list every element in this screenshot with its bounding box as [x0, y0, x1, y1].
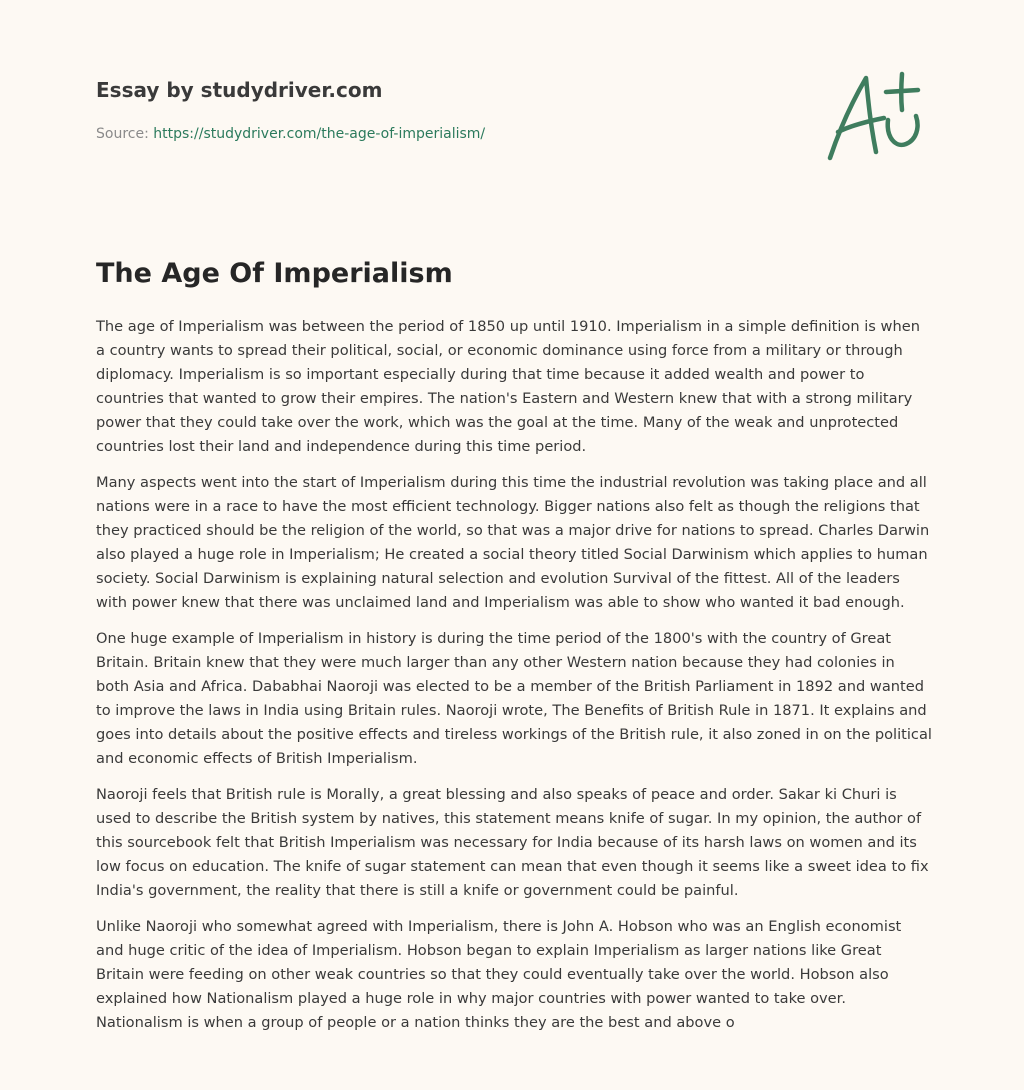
source-label: Source: — [96, 126, 149, 142]
essay-paragraph: Many aspects went into the start of Imperialism during this time the industrial revolution was taking place and all nations were in a race to have the most efficient technology. Bigger nations also felt as though the religions that they practiced should be the religion of the world, so that was a major drive for nations to spread. Charles Darwin also played a huge role in Imperialism; He created a social theory titled Social Darwinism which applies to human society. Social Darwinism is explaining natural selection and evolution Survival of the fittest. All of the leaders with power knew that there was unclaimed land and Imperialism was able to show who wanted it bad enough. — [96, 474, 930, 611]
page-header — [96, 76, 696, 144]
a-plus-logo-icon — [818, 66, 930, 166]
source-line — [96, 124, 696, 144]
essay-paragraph: The age of Imperialism was between the period of 1850 up until 1910. Imperialism in a simple definition is when a country wants to spread their political, social, or economic dominance using force from a military or through diplomacy. Imperialism is so important especially during that time because it added wealth and power to countries that wanted to grow their empires. The nation's Eastern and Western knew that with a strong military power that they could take over the work, which was the goal at the time. Many of the weak and unprotected countries lost their land and independence during this time period. — [96, 318, 920, 455]
essay-title: The Age Of Imperialism — [96, 258, 453, 289]
bottom-fade — [0, 1060, 1024, 1090]
essay-paragraph: Unlike Naoroji who somewhat agreed with Imperialism, there is John A. Hobson who was an English economist and huge critic of the idea of Imperialism. Hobson began to explain Imperialism as larger nations like Great Britain were feeding on other weak countries so that they could eventually take over the world. Hobson also explained how Nationalism played a huge role in why major countries with power wanted to take over. Nationalism is when a group of people or a nation thinks they are the best and above o — [96, 918, 902, 1031]
brand-title: Essay by studydriver.com — [96, 78, 383, 102]
essay-paragraph: Naoroji feels that British rule is Morally, a great blessing and also speaks of peace and order. Sakar ki Churi is used to describe the British system by natives, this statement means knife of sugar. In my opinion, the author of this sourcebook felt that British Imperialism was necessary for India because of its harsh laws on women and its low focus on education. The knife of sugar statement can mean that even though it seems like a sweet idea to fix India's government, the reality that there is still a knife or government could be painful. — [96, 786, 929, 899]
essay-body — [96, 315, 932, 1047]
essay-paragraph: One huge example of Imperialism in history is during the time period of the 1800's with the country of Great Britain. Britain knew that they were much larger than any other Western nation because they had colonies in both Asia and Africa. Dababhai Naoroji was elected to be a member of the British Parliament in 1892 and wanted to improve the laws in India using Britain rules. Naoroji wrote, The Benefits of British Rule in 1871. It explains and goes into details about the positive effects and tireless workings of the British rule, it also zoned in on the political and economic effects of British Imperialism. — [96, 630, 932, 767]
source-link[interactable]: https://studydriver.com/the-age-of-imperialism/ — [153, 126, 486, 142]
